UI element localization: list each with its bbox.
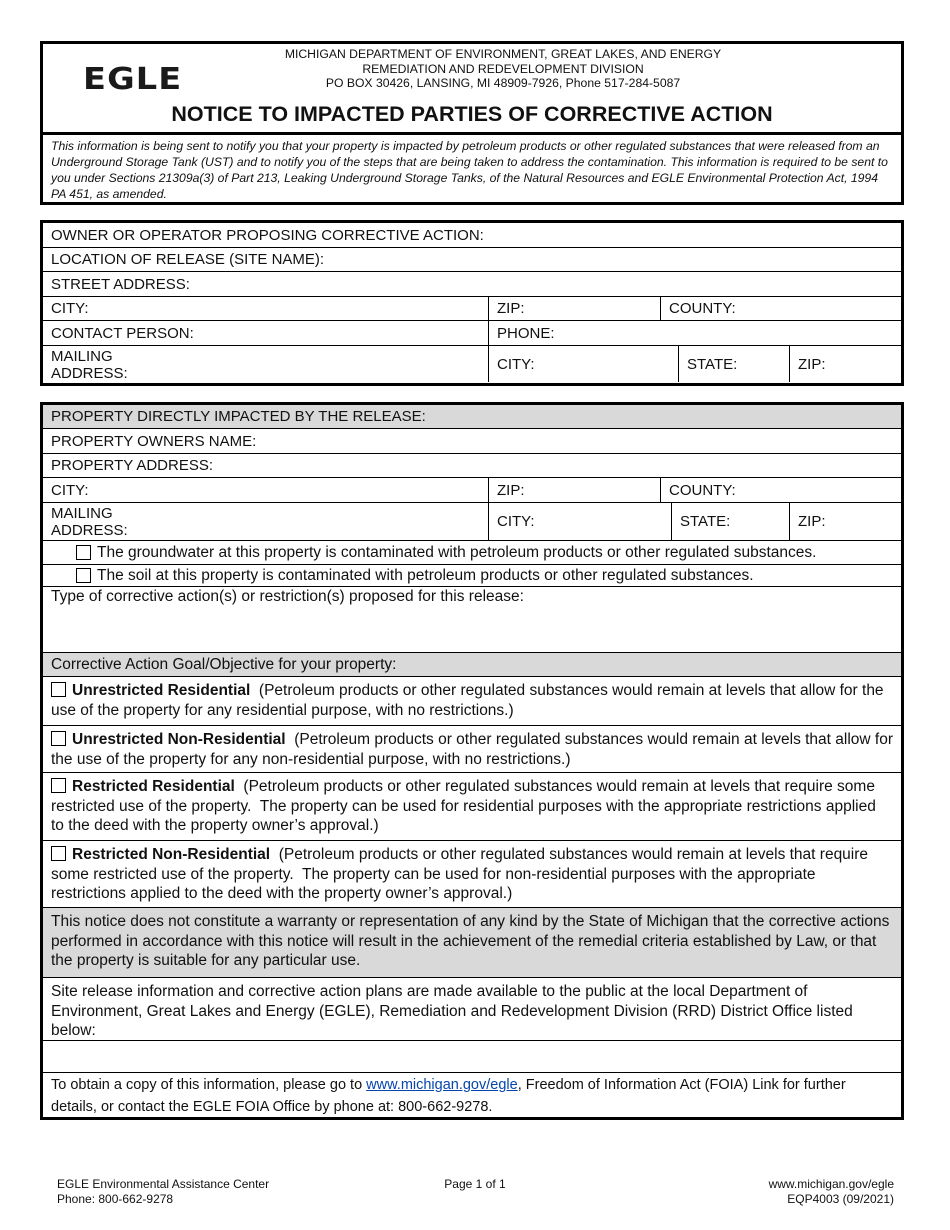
unrestricted-residential-text: (Petroleum products or other regulated substances would remain at levels that allow for the use of the property for any residential purpose, with no restrictions.) xyxy=(51,682,888,719)
owner-zip-label: ZIP: xyxy=(497,300,525,317)
footer-phone: Phone: 800-662-9278 xyxy=(57,1192,174,1206)
property-zip-field[interactable] xyxy=(488,478,660,502)
owner-mail-state-label: STATE: xyxy=(687,355,738,373)
property-address-field[interactable] xyxy=(43,454,901,477)
soil-label: The soil at this property is contaminated with petroleum products or other regulated substances. xyxy=(97,566,754,584)
owner-mail-city-label: CITY: xyxy=(497,355,535,373)
owner-city-field[interactable] xyxy=(43,297,488,320)
property-city-field[interactable] xyxy=(43,478,488,502)
unrestricted-non-residential-checkbox[interactable] xyxy=(51,731,66,746)
site-release-text: Site release information and corrective action plans are made available to the public at the local Department of Environment, Great Lakes and Energy (EGLE), Remediation and Redevelopment Division (RRD) District Office listed below: xyxy=(51,983,853,1039)
owner-mail-state-field[interactable] xyxy=(678,346,789,382)
site-name-field[interactable] xyxy=(43,248,901,271)
street-address-field[interactable] xyxy=(43,272,901,296)
restricted-non-residential-text: (Petroleum products or other regulated substances would remain at levels that require some restricted use of the property. The property can be used for non-residential purposes with the appropriate restrictions applied to the deed with the property owner’s approval.) xyxy=(51,846,873,902)
form-title: NOTICE TO IMPACTED PARTIES OF CORRECTIVE ACTION xyxy=(171,102,773,126)
owner-mailing-label-1: MAILING xyxy=(51,348,113,365)
owner-county-label: COUNTY: xyxy=(669,300,736,317)
unrestricted-residential-title: Unrestricted Residential xyxy=(72,682,251,699)
goal-heading-label: Corrective Action Goal/Objective for your property: xyxy=(51,656,397,673)
owner-mail-zip-field[interactable] xyxy=(789,346,901,382)
property-mail-zip-field[interactable] xyxy=(789,503,901,540)
foia-text-before: To obtain a copy of this information, please go to xyxy=(51,1077,367,1093)
phone-label: PHONE: xyxy=(497,324,555,342)
goal-unrestricted-residential xyxy=(43,677,901,725)
footer-form-number: EQP4003 (09/2021) xyxy=(787,1192,894,1206)
goal-heading xyxy=(43,653,901,676)
phone-field[interactable] xyxy=(488,321,901,345)
property-county-label: COUNTY: xyxy=(669,481,736,499)
foia-text-after: , Freedom of Information Act (FOIA) Link for further details, or contact the EGLE FOIA Office by phone at: 800-662-9278. xyxy=(51,1077,846,1115)
restricted-non-residential-title: Restricted Non-Residential xyxy=(72,846,271,863)
property-heading xyxy=(43,405,901,428)
goal-restricted-non-residential xyxy=(43,841,901,907)
intro-text: This information is being sent to notify you that your property is impacted by petroleum products or other regulated substances that were released from an Underground Storage Tank (UST) and to notify you of the steps that are being taken to address the contamination. This information is required to be sent to you under Sections 21309a(3) of Part 213, Leaking Underground Storage Tanks, of the Natural Resources and EGLE Environmental Protection Act, 1994 PA 451, as amended. xyxy=(43,132,901,205)
agency-line-contact: PO BOX 30426, LANSING, MI 48909-7926, Phone 517-284-5087 xyxy=(325,76,681,90)
groundwater-label: The groundwater at this property is contaminated with petroleum products or other regulated substances. xyxy=(97,543,817,561)
site-name-label: LOCATION OF RELEASE (SITE NAME): xyxy=(51,251,325,268)
footer-right xyxy=(769,1177,894,1207)
egle-website-link[interactable]: www.michigan.gov/egle xyxy=(366,1077,518,1093)
street-address-label: STREET ADDRESS: xyxy=(51,275,190,293)
property-mailing-label-1: MAILING xyxy=(51,505,113,522)
property-mail-zip-label: ZIP: xyxy=(798,513,826,530)
owner-operator-section xyxy=(40,220,904,386)
property-section xyxy=(40,402,904,1120)
owner-mail-zip-label: ZIP: xyxy=(798,355,826,373)
owner-city-label: CITY: xyxy=(51,300,89,317)
property-mailing-address-field[interactable] xyxy=(43,503,488,540)
owner-county-field[interactable] xyxy=(660,297,901,320)
restricted-residential-title: Restricted Residential xyxy=(72,778,235,795)
footer-page-number: Page 1 of 1 xyxy=(444,1177,506,1191)
footer-assistance-center: EGLE Environmental Assistance Center xyxy=(57,1177,270,1191)
property-mail-state-label: STATE: xyxy=(680,513,731,530)
agency-address xyxy=(243,47,763,91)
owner-mailing-address-field[interactable] xyxy=(43,346,488,382)
owner-operator-field[interactable] xyxy=(43,223,901,247)
goal-restricted-residential xyxy=(43,773,901,840)
property-mail-city-field[interactable] xyxy=(488,503,671,540)
groundwater-option xyxy=(43,541,901,565)
property-heading-label: PROPERTY DIRECTLY IMPACTED BY THE RELEASE: xyxy=(51,408,426,425)
property-mail-city-label: CITY: xyxy=(497,513,535,530)
contact-person-label: CONTACT PERSON: xyxy=(51,324,194,342)
egle-logo: EGLE xyxy=(83,62,183,97)
owner-zip-field[interactable] xyxy=(488,297,660,320)
property-zip-label: ZIP: xyxy=(497,481,525,499)
property-mailing-label-2: ADDRESS: xyxy=(51,522,128,539)
agency-line-division: REMEDIATION AND REDEVELOPMENT DIVISION xyxy=(362,61,644,76)
property-address-label: PROPERTY ADDRESS: xyxy=(51,457,213,474)
unrestricted-non-residential-title: Unrestricted Non-Residential xyxy=(72,731,286,748)
restricted-residential-text: (Petroleum products or other regulated substances would remain at levels that require some restricted use of the property. The property can be used for residential purposes with the appropriate restrictions applied to the deed with the property owner’s approval.) xyxy=(51,778,881,834)
restricted-residential-checkbox[interactable] xyxy=(51,778,66,793)
owner-mailing-label-2: ADDRESS: xyxy=(51,365,128,382)
foia-text xyxy=(43,1073,901,1118)
corrective-action-type-label: Type of corrective action(s) or restriction(s) proposed for this release: xyxy=(51,588,524,605)
goal-unrestricted-non-residential xyxy=(43,726,901,772)
property-mail-state-field[interactable] xyxy=(671,503,789,540)
corrective-action-type-field[interactable] xyxy=(43,587,901,652)
soil-option xyxy=(43,565,901,587)
disclaimer-text: This notice does not constitute a warranty or representation of any kind by the State of Michigan that the corrective actions performed in accordance with this notice will result in the achievement of the remedial criteria established by Law, or that the property is suitable for any particular use. xyxy=(51,913,890,969)
property-county-field[interactable] xyxy=(660,478,901,502)
footer-website: www.michigan.gov/egle xyxy=(768,1177,894,1191)
form-header xyxy=(40,41,904,205)
groundwater-checkbox[interactable] xyxy=(76,545,91,560)
contact-person-field[interactable] xyxy=(43,321,488,345)
unrestricted-non-residential-text: (Petroleum products or other regulated substances would remain at levels that allow for the use of the property for any non-residential purpose, with no restrictions.) xyxy=(51,731,898,768)
district-office-field[interactable] xyxy=(43,1041,901,1072)
soil-checkbox[interactable] xyxy=(76,568,91,583)
agency-line-department: MICHIGAN DEPARTMENT OF ENVIRONMENT, GREAT LAKES, AND ENERGY xyxy=(284,47,722,61)
unrestricted-residential-checkbox[interactable] xyxy=(51,682,66,697)
owner-mail-city-field[interactable] xyxy=(488,346,678,382)
property-owners-name-field[interactable] xyxy=(43,429,901,453)
property-city-label: CITY: xyxy=(51,481,89,499)
owner-operator-label: OWNER OR OPERATOR PROPOSING CORRECTIVE ACTION: xyxy=(51,226,484,244)
property-owners-name-label: PROPERTY OWNERS NAME: xyxy=(51,432,257,450)
restricted-non-residential-checkbox[interactable] xyxy=(51,846,66,861)
